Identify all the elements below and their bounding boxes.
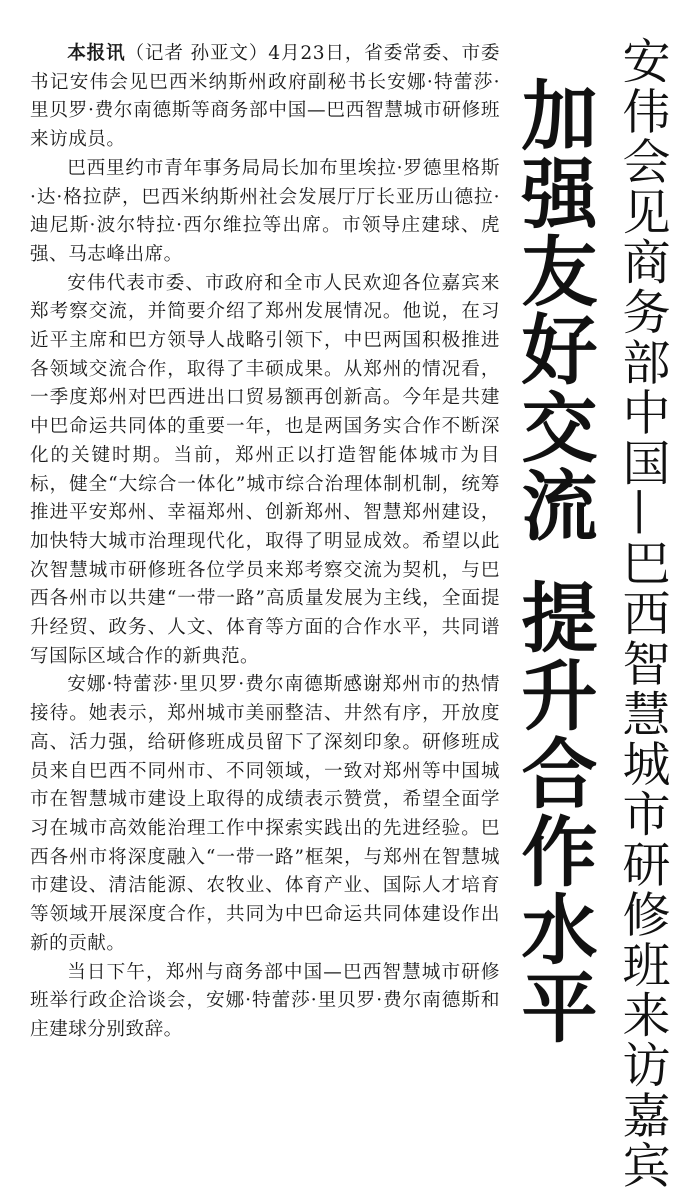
article-paragraph-4: 安娜·特蕾莎·里贝罗·费尔南德斯感谢郑州市的热情接待。她表示，郑州城市美丽整洁、井然有序，开放度高、活力强，给研修班成员留下了深刻印象。研修班成员来自巴西不同州市、不同领域，一致对郑州等中国城市在智慧城市建设上取得的成绩表示赞赏，希望全面学习在城市高效能治理工作中探索实践出的先进经验。巴西各州市将深度融入“一带一路”框架，与郑州在智慧城市建设、清洁能源、农牧业、体育产业、国际人才培育等领域开展深度合作，共同为中巴命运共同体建设作出新的贡献。 — [30, 674, 500, 954]
byline: （记者 孙亚文） — [125, 43, 269, 64]
article-body — [30, 40, 500, 1045]
lead-label: 本报讯 — [67, 43, 126, 64]
headline-part-2: 提升合作水平 — [509, 578, 598, 1046]
article-paragraph-1 — [30, 40, 500, 155]
article-paragraph-5: 当日下午，郑州与商务部中国—巴西智慧城市研修班举行政企洽谈会，安娜·特蕾莎·里贝罗·费尔南德斯和庄建球分别致辞。 — [30, 961, 500, 1040]
subtitle: 安伟会见商务部中国—巴西智慧城市研修班来访嘉宾 — [614, 36, 670, 1191]
headline-part-1: 加强友好交流 — [509, 76, 598, 544]
headline — [508, 76, 598, 1046]
paragraph-text: 4月23日，省委常委、市委书记安伟会见巴西米纳斯州政府副秘书长安娜·特蕾莎·里贝罗·费尔南德斯等商务部中国—巴西智慧城市研修班来访成员。 — [30, 43, 500, 151]
article-paragraph-3: 安伟代表市委、市政府和全市人民欢迎各位嘉宾来郑考察交流，并简要介绍了郑州发展情况。他说，在习近平主席和巴方领导人战略引领下，中巴两国积极推进各领域交流合作，取得了丰硕成果。从郑州的情况看，一季度郑州对巴西进出口贸易额再创新高。今年是共建中巴命运共同体的重要一年，也是两国务实合作不断深化的关键时期。当前，郑州正以打造智能体城市为目标，健全“大综合一体化”城市综合治理体制机制，统筹推进平安郑州、幸福郑州、创新郑州、智慧郑州建设，加快特大城市治理现代化，取得了明显成效。希望以此次智慧城市研修班各位学员来郑考察交流为契机，与巴西各州市以共建“一带一路”高质量发展为主线，全面提升经贸、政务、人文、体育等方面的合作水平，共同谱写国际区域合作的新典范。 — [30, 272, 500, 667]
article-paragraph-2: 巴西里约市青年事务局局长加布里埃拉·罗德里格斯·达·格拉萨，巴西米纳斯州社会发展厅厅长亚历山德拉·迪尼斯·波尔特拉·西尔维拉等出席。市领导庄建球、虎强、马志峰出席。 — [30, 157, 500, 265]
